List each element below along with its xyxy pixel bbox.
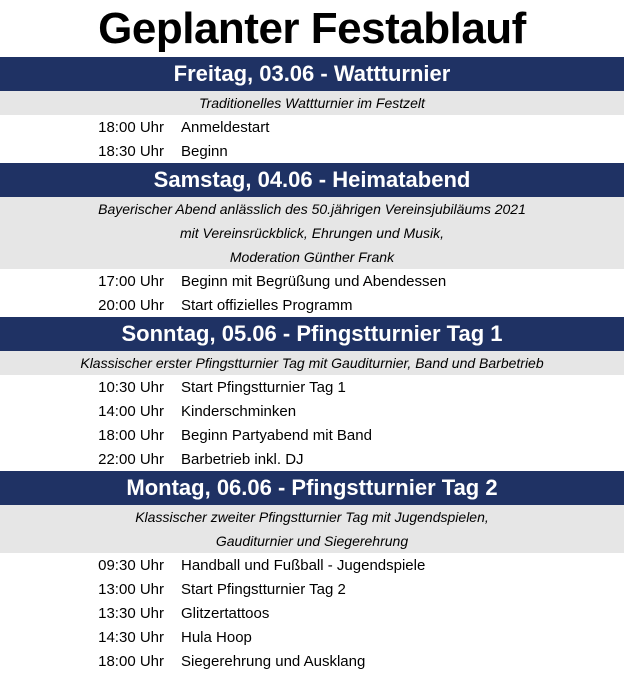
event-time: 14:00 Uhr [98, 402, 164, 420]
day-description [0, 505, 624, 553]
day-section [0, 471, 624, 673]
event-row [0, 423, 624, 447]
event-time: 14:30 Uhr [98, 628, 164, 646]
event-row [0, 601, 624, 625]
day-header: Samstag, 04.06 - Heimatabend [0, 163, 624, 197]
description-line: Traditionelles Wattturnier im Festzelt [199, 95, 425, 111]
description-line: mit Vereinsrückblick, Ehrungen und Musik, [179, 225, 445, 241]
event-row [0, 625, 624, 649]
day-description [0, 351, 624, 375]
day-header: Sonntag, 05.06 - Pfingstturnier Tag 1 [0, 317, 624, 351]
event-name: Anmeldestart [181, 118, 270, 136]
event-time: 22:00 Uhr [98, 450, 164, 468]
event-time: 13:30 Uhr [98, 604, 164, 622]
event-row [0, 577, 624, 601]
page-title: Geplanter Festablauf [98, 3, 526, 53]
event-name: Start Pfingstturnier Tag 2 [181, 580, 346, 598]
day-description [0, 91, 624, 115]
event-row [0, 115, 624, 139]
event-time: 18:00 Uhr [98, 652, 164, 670]
event-name: Kinderschminken [181, 402, 297, 420]
description-line: Klassischer zweiter Pfingstturnier Tag mit Jugendspielen, [135, 509, 489, 525]
event-name: Beginn Partyabend mit Band [181, 426, 372, 444]
day-section [0, 57, 624, 163]
description-line: Moderation Günther Frank [229, 249, 395, 265]
day-header: Montag, 06.06 - Pfingstturnier Tag 2 [0, 471, 624, 505]
event-time: 09:30 Uhr [98, 556, 164, 574]
event-row [0, 139, 624, 163]
event-time: 10:30 Uhr [98, 378, 164, 396]
event-name: Handball und Fußball - Jugendspiele [181, 556, 426, 574]
event-time: 13:00 Uhr [98, 580, 164, 598]
event-name: Siegerehrung und Ausklang [181, 652, 366, 670]
event-row [0, 375, 624, 399]
event-name: Hula Hoop [181, 628, 252, 646]
event-row [0, 293, 624, 317]
event-name: Start offizielles Programm [181, 296, 353, 314]
event-name: Start Pfingstturnier Tag 1 [181, 378, 346, 396]
description-line: Klassischer erster Pfingstturnier Tag mit Gauditurnier, Band und Barbetrieb [80, 355, 544, 371]
description-line: Gauditurnier und Siegerehrung [215, 533, 409, 549]
schedule [0, 57, 624, 673]
event-name: Beginn [181, 142, 228, 160]
event-time: 20:00 Uhr [98, 296, 164, 314]
event-name: Beginn mit Begrüßung und Abendessen [181, 272, 447, 290]
event-time: 18:30 Uhr [98, 142, 164, 160]
event-time: 17:00 Uhr [98, 272, 164, 290]
event-row [0, 649, 624, 673]
day-section [0, 317, 624, 471]
description-line: Bayerischer Abend anlässlich des 50.jährigen Vereinsjubiläums 2021 [98, 201, 526, 217]
day-header: Freitag, 03.06 - Wattturnier [0, 57, 624, 91]
event-time: 18:00 Uhr [98, 118, 164, 136]
day-section [0, 163, 624, 317]
event-row [0, 447, 624, 471]
event-name: Barbetrieb inkl. DJ [181, 450, 304, 468]
day-description [0, 197, 624, 269]
event-name: Glitzertattoos [181, 604, 270, 622]
event-row [0, 269, 624, 293]
event-time: 18:00 Uhr [98, 426, 164, 444]
event-row [0, 553, 624, 577]
event-row [0, 399, 624, 423]
